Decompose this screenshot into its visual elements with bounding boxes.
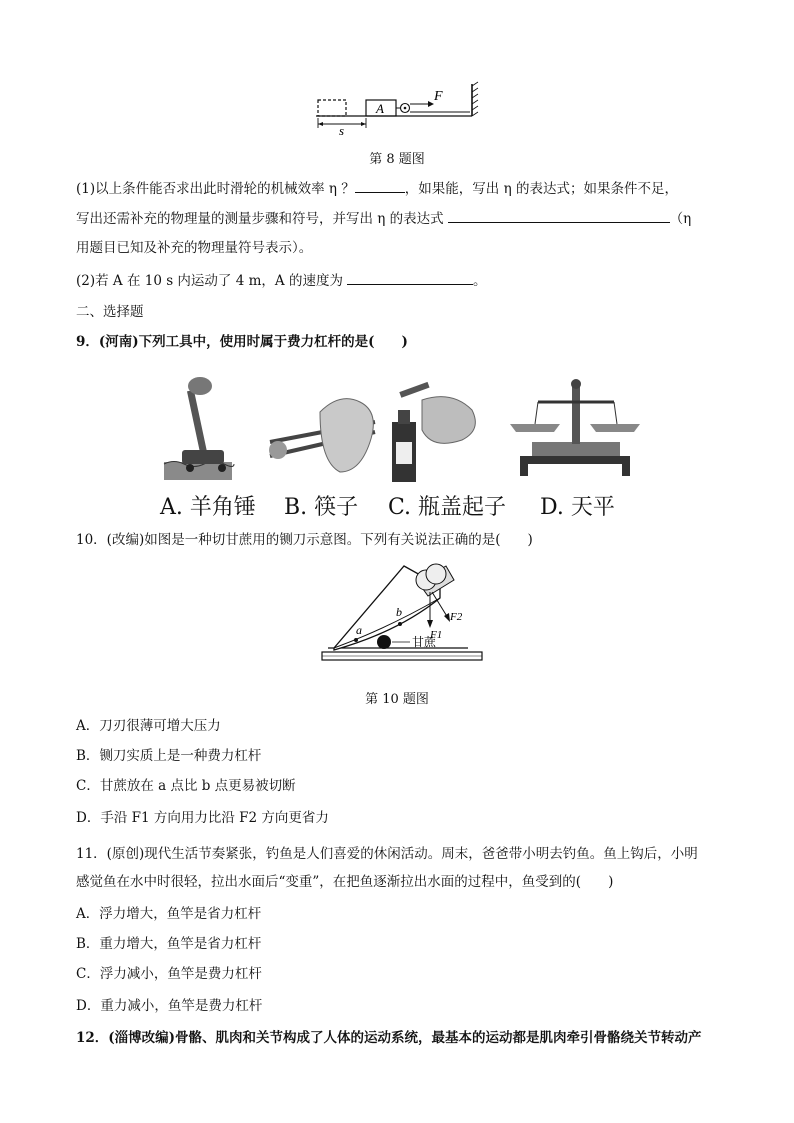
q9-option-b[interactable]: B. 筷子 (284, 495, 359, 520)
chopsticks-illustration (269, 399, 375, 472)
q12-stem-line1: 12．(淄博改编)骨骼、肌肉和关节构成了人体的运动系统，最基本的运动都是肌肉牵引骨骼绕关节转动产 (76, 1030, 702, 1046)
force-label: F (434, 89, 443, 104)
fig10-diagram (318, 558, 488, 670)
q8-part1-line2 (76, 208, 691, 229)
fig8-diagram (310, 80, 485, 140)
q8-part2 (76, 270, 486, 291)
dashed-block (318, 100, 346, 116)
q10-option-c[interactable]: C．甘蔗放在 a 点比 b 点更易被切断 (76, 778, 296, 794)
fig10-caption: 第 10 题图 (365, 692, 429, 707)
distance-label: s (339, 123, 345, 138)
q8-part2-text-a: (2)若 A 在 10 s 内运动了 4 m，A 的速度为 (76, 273, 343, 289)
base-board (322, 648, 482, 660)
q9-option-a[interactable]: A. 羊角锤 (160, 495, 256, 520)
q8-part1-line3: 用题目已知及补充的物理量符号表示）。 (76, 240, 313, 256)
bottle-opener-illustration (392, 382, 475, 482)
q9-option-c[interactable]: C. 瓶盖起子 (388, 495, 507, 520)
q8-part2-text-b: 。 (472, 273, 487, 289)
q8-blank-3[interactable] (347, 270, 473, 285)
sugarcane-label: 甘蔗 (412, 635, 437, 649)
q9-option-d[interactable]: D. 天平 (540, 495, 615, 520)
point-b-label: b (396, 605, 402, 619)
q10-stem: 10．(改编)如图是一种切甘蔗用的铡刀示意图。下列有关说法正确的是( ) (76, 532, 533, 548)
sugarcane (377, 635, 410, 649)
q8-blank-1[interactable] (355, 178, 405, 193)
q9-stem: 9．(河南)下列工具中，使用时属于费力杠杆的是( ) (76, 334, 408, 350)
q10-option-d[interactable]: D．手沿 F1 方向用力比沿 F2 方向更省力 (76, 810, 329, 826)
claw-hammer-illustration (164, 377, 234, 480)
pulley (396, 104, 410, 113)
q8-part1-line2-text: 写出还需补充的物理量的测量步骤和符号，并写出 η 的表达式 (76, 211, 444, 227)
q8-part1-text-b: ，如果能，写出 η 的表达式；如果条件不足， (404, 181, 678, 197)
q11-option-a[interactable]: A．浮力增大，鱼竿是省力杠杆 (76, 906, 262, 922)
section-heading: 二、选择题 (76, 304, 144, 320)
block-A-label: A (376, 101, 384, 116)
q8-part1-line2-tail: （η (669, 211, 692, 227)
q11-stem-line1: 11．(原创)现代生活节奏紧张，钓鱼是人们喜爱的休闲活动。周末，爸爸带小明去钓鱼。鱼上钩后，小明 (76, 846, 698, 862)
q8-part1-text-a: (1)以上条件能否求出此时滑轮的机械效率 η ？ (76, 181, 355, 197)
q11-stem-line2: 感觉鱼在水中时很轻，拉出水面后“变重”，在把鱼逐渐拉出水面的过程中，鱼受到的( ) (76, 874, 614, 890)
q8-blank-2[interactable] (448, 208, 670, 223)
ground-and-wall (316, 82, 478, 116)
q8-part1-line1 (76, 178, 678, 199)
q11-option-b[interactable]: B．重力增大，鱼竿是省力杠杆 (76, 936, 262, 952)
fig8-caption: 第 8 题图 (369, 152, 425, 167)
q10-option-b[interactable]: B．铡刀实质上是一种费力杠杆 (76, 748, 262, 764)
point-a-label: a (356, 623, 362, 637)
q10-option-a[interactable]: A．刀刃很薄可增大压力 (76, 718, 221, 734)
force-f1-label: F1 (430, 629, 443, 641)
q9-options-figure (160, 372, 640, 490)
q11-option-c[interactable]: C．浮力减小，鱼竿是费力杠杆 (76, 966, 262, 982)
force-f2-label: F2 (450, 611, 463, 623)
q11-option-d[interactable]: D．重力减小，鱼竿是费力杠杆 (76, 998, 263, 1014)
balance-scale-illustration (510, 379, 640, 476)
